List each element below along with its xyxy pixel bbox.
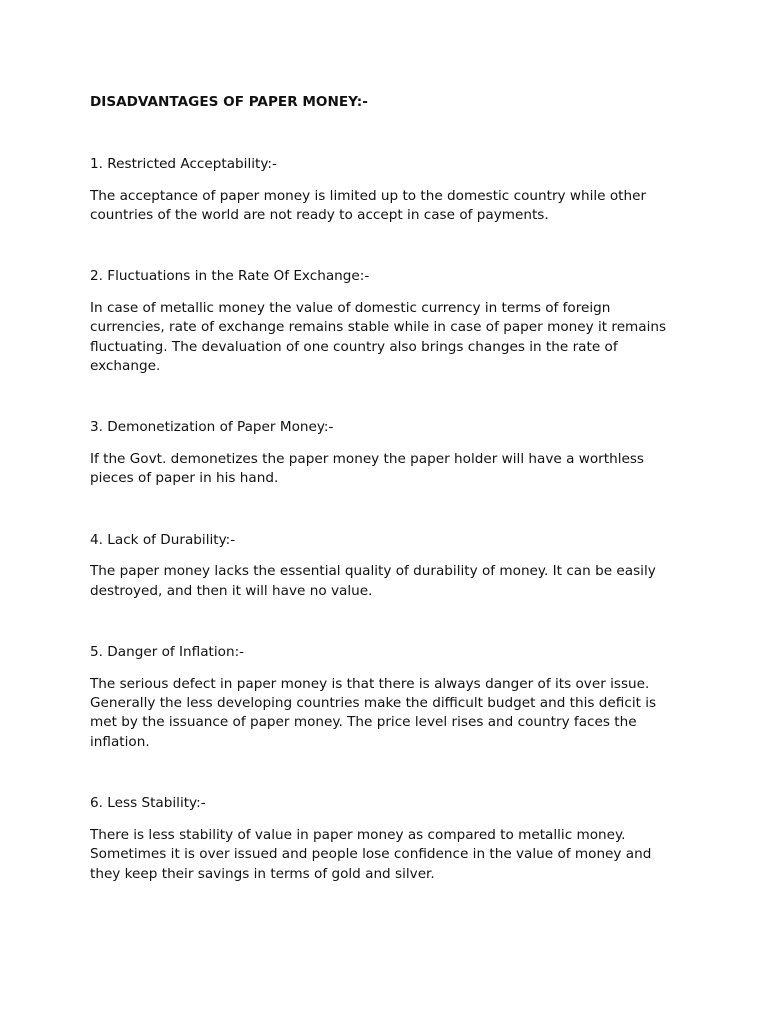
section-demonetization (90, 418, 690, 488)
body-line: exchange. (90, 358, 161, 375)
body-line: inflation. (90, 733, 150, 750)
section-body (90, 187, 690, 226)
body-line: The serious defect in paper money is that there is always danger of its over issue. (90, 675, 650, 692)
section-restricted-acceptability (90, 155, 690, 225)
section-heading: 4. Lack of Durability:- (90, 531, 236, 548)
section-body (90, 450, 690, 489)
section-heading: 3. Demonetization of Paper Money:- (90, 419, 334, 436)
body-line: In case of metallic money the value of domestic currency in terms of foreign (90, 299, 611, 316)
section-heading: 2. Fluctuations in the Rate Of Exchange:- (90, 268, 370, 285)
body-line: The paper money lacks the essential quality of durability of money. It can be easily (90, 563, 656, 580)
section-heading: 6. Less Stability:- (90, 795, 206, 812)
section-body (90, 562, 690, 601)
body-line: fluctuating. The devaluation of one country also brings changes in the rate of (90, 338, 618, 355)
body-line: There is less stability of value in paper money as compared to metallic money. (90, 826, 626, 843)
body-line: they keep their savings in terms of gold and silver. (90, 865, 435, 882)
section-exchange-rate-fluctuations (90, 267, 690, 376)
body-line: met by the issuance of paper money. The price level rises and country faces the (90, 714, 637, 731)
body-line: destroyed, and then it will have no value. (90, 582, 373, 599)
section-danger-of-inflation (90, 643, 690, 752)
body-line: countries of the world are not ready to accept in case of payments. (90, 206, 549, 223)
body-line: currencies, rate of exchange remains stable while in case of paper money it remains (90, 319, 667, 336)
section-body (90, 299, 690, 377)
body-line: pieces of paper in his hand. (90, 470, 279, 487)
section-heading: 5. Danger of Inflation:- (90, 644, 245, 661)
section-body (90, 826, 690, 884)
section-less-stability (90, 794, 690, 884)
body-line: The acceptance of paper money is limited up to the domestic country while other (90, 187, 647, 204)
body-line: Generally the less developing countries make the difficult budget and this deficit is (90, 694, 657, 711)
body-line: If the Govt. demonetizes the paper money the paper holder will have a worthless (90, 450, 645, 467)
section-lack-of-durability (90, 531, 690, 601)
document-title: DISADVANTAGES OF PAPER MONEY:- (90, 94, 368, 110)
section-heading: 1. Restricted Acceptability:- (90, 156, 277, 172)
section-body (90, 675, 690, 753)
body-line: Sometimes it is over issued and people lose confidence in the value of money and (90, 846, 652, 863)
document-page (90, 92, 690, 926)
